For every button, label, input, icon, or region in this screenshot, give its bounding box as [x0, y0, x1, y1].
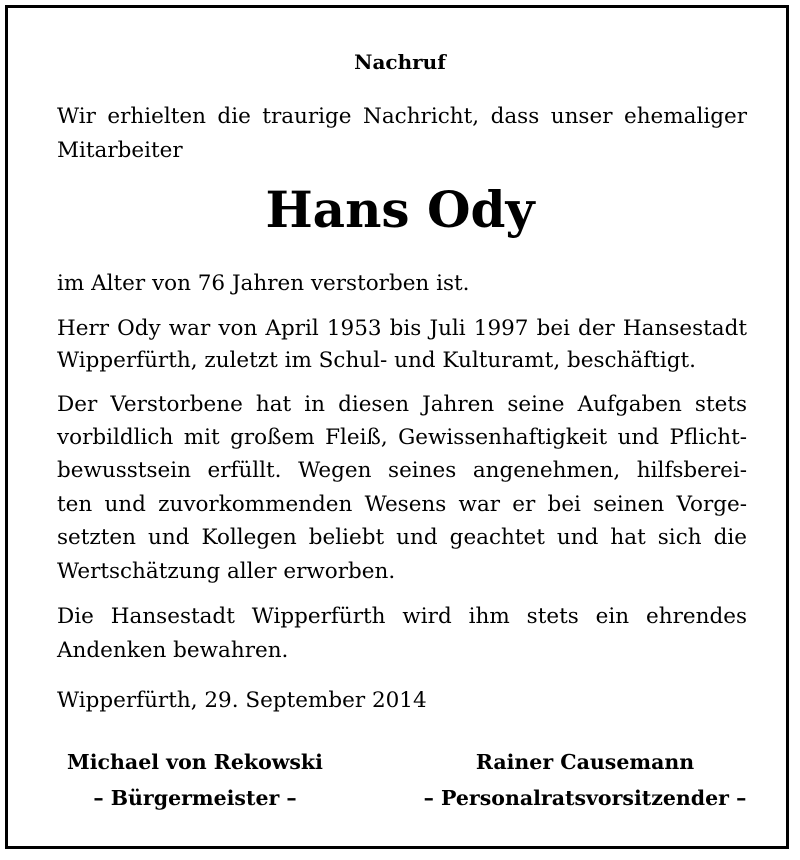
- tribute-line: setzten und Kollegen beliebt und geachtet und hat sich die: [57, 525, 747, 550]
- tribute-line: Wertschätzung aller erworben.: [57, 559, 396, 584]
- signatory-name: Michael von Rekowski: [67, 750, 323, 774]
- tribute-line: Der Verstorbene hat in diesen Jahren seine Aufgaben stets: [57, 392, 747, 417]
- tribute-line: ten und zuvorkommenden Wesens war er bei seinen Vorge-: [57, 492, 747, 517]
- place-date: Wipperfürth, 29. September 2014: [57, 688, 427, 713]
- memory-line: Andenken bewahren.: [57, 638, 289, 663]
- signatory-role: – Personalratsvorsitzender –: [423, 786, 747, 810]
- age-line: im Alter von 76 Jahren verstorben ist.: [57, 271, 470, 296]
- career-line: Herr Ody war von April 1953 bis Juli 1997 bei der Hansestadt: [57, 316, 747, 341]
- notice-heading: Nachruf: [354, 50, 446, 74]
- tribute-line: bewusstsein erfüllt. Wegen seines angenehmen, hilfsberei-: [57, 458, 747, 483]
- signatory-role: – Bürgermeister –: [93, 786, 297, 810]
- intro-line: Wir erhielten die traurige Nachricht, dass unser ehemaliger: [57, 104, 747, 129]
- tribute-line: vorbildlich mit großem Fleiß, Gewissenhaftigkeit und Pflicht-: [57, 425, 747, 450]
- deceased-name: Hans Ody: [265, 180, 535, 239]
- intro-line: Mitarbeiter: [57, 138, 183, 163]
- career-line: Wipperfürth, zuletzt im Schul- und Kulturamt, beschäftigt.: [57, 348, 696, 373]
- memory-line: Die Hansestadt Wipperfürth wird ihm stets ein ehrendes: [57, 604, 747, 629]
- signatory-name: Rainer Causemann: [475, 750, 695, 774]
